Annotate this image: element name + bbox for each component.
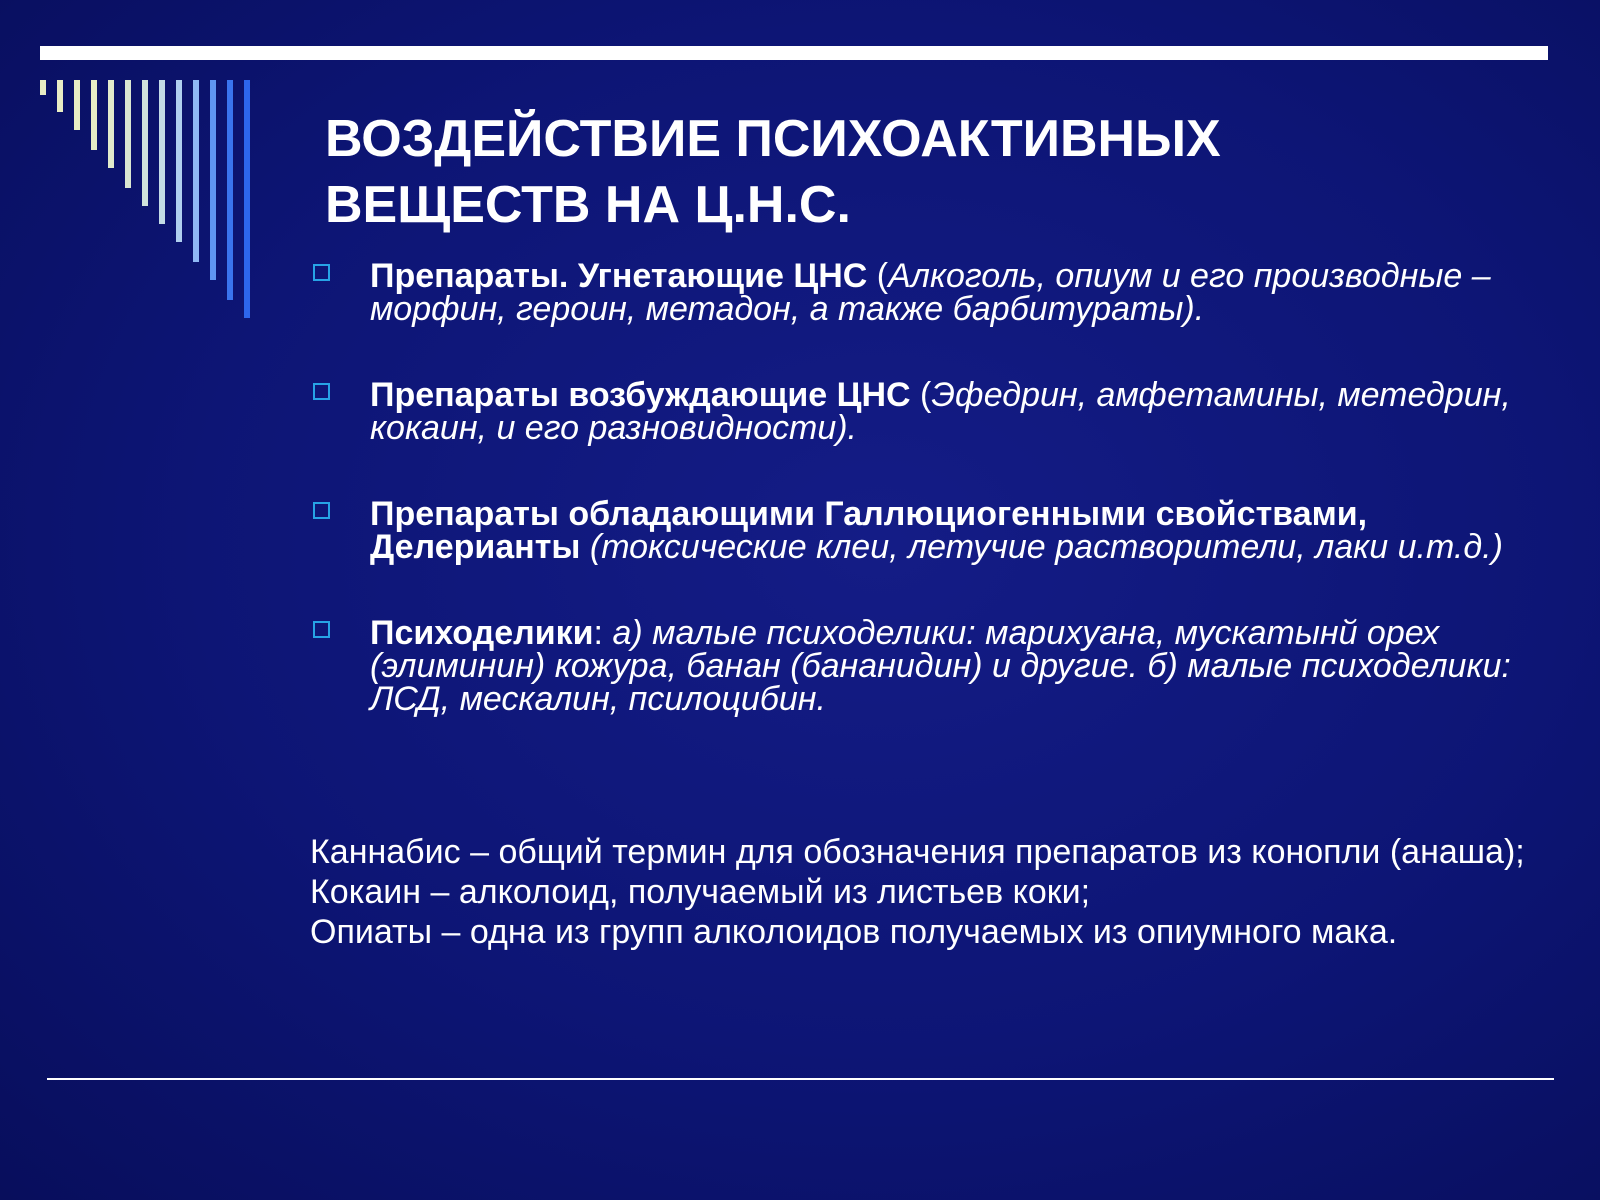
bullet-item (310, 495, 1560, 566)
stripe (125, 80, 131, 188)
stripe (210, 80, 216, 280)
stripe (40, 80, 46, 95)
bullet-italic-text: (токсические клеи, летучие растворители, лаки и.т.д.) (589, 528, 1503, 566)
bullet-italic-text: Эфедрин, амфетамины, метедрин, кокаин, и его разновидности). (370, 376, 1511, 447)
bullet-italic-text: Алкоголь, опиум и его производные – морфин, героин, метадон, а также барбитураты). (370, 257, 1491, 328)
stripe (142, 80, 148, 206)
bullet-plain-text: : (593, 614, 613, 652)
square-bullet-icon (313, 502, 330, 519)
square-bullet-icon (313, 383, 330, 400)
bullet-plain-text (580, 528, 589, 566)
note-line: Кокаин – алколоид, получаемый из листьев коки; (310, 873, 1091, 911)
slide-title (325, 106, 1505, 238)
stripe (91, 80, 97, 150)
top-rule (40, 46, 1548, 60)
bullet-bold-text: Препараты. Угнетающие ЦНС (370, 257, 868, 295)
stripe (74, 80, 80, 130)
bullet-plain-text: ( (867, 257, 889, 295)
title-line: ВЕЩЕСТВ НА Ц.Н.С. (325, 176, 851, 234)
bullet-item (310, 376, 1560, 447)
title-line: ВОЗДЕЙСТВИЕ ПСИХОАКТИВНЫХ (325, 110, 1221, 168)
bullet-italic-text: а) малые психоделики: марихуана, мускатынй орех (элиминин) кожура, банан (бананидин) и другие. б) малые психоделики: ЛСД, мескалин, псилоцибин. (370, 614, 1511, 718)
bullet-plain-text: ( (910, 376, 932, 414)
bullet-bold-text: Препараты обладающими Галлюциогенными свойствами, Делерианты (370, 495, 1368, 566)
bullet-list (310, 257, 1560, 718)
stripe (227, 80, 233, 300)
stripe (159, 80, 165, 224)
note-line: Каннабис – общий термин для обозначения препаратов из конопли (анаша); (310, 833, 1525, 871)
note-line: Опиаты – одна из групп алколоидов получаемых из опиумного мака. (310, 913, 1398, 951)
stripe (244, 80, 250, 318)
stripe (176, 80, 182, 242)
bullet-bold-text: Психоделики (370, 614, 594, 652)
decorative-stripes (40, 80, 270, 330)
square-bullet-icon (313, 621, 330, 638)
bullet-bold-text: Препараты возбуждающие ЦНС (370, 376, 911, 414)
notes-block (310, 832, 1560, 952)
stripe (193, 80, 199, 262)
bottom-rule (47, 1078, 1554, 1080)
square-bullet-icon (313, 264, 330, 281)
stripe (57, 80, 63, 112)
bullet-item (310, 257, 1560, 328)
stripe (108, 80, 114, 168)
bullet-item (310, 614, 1560, 718)
